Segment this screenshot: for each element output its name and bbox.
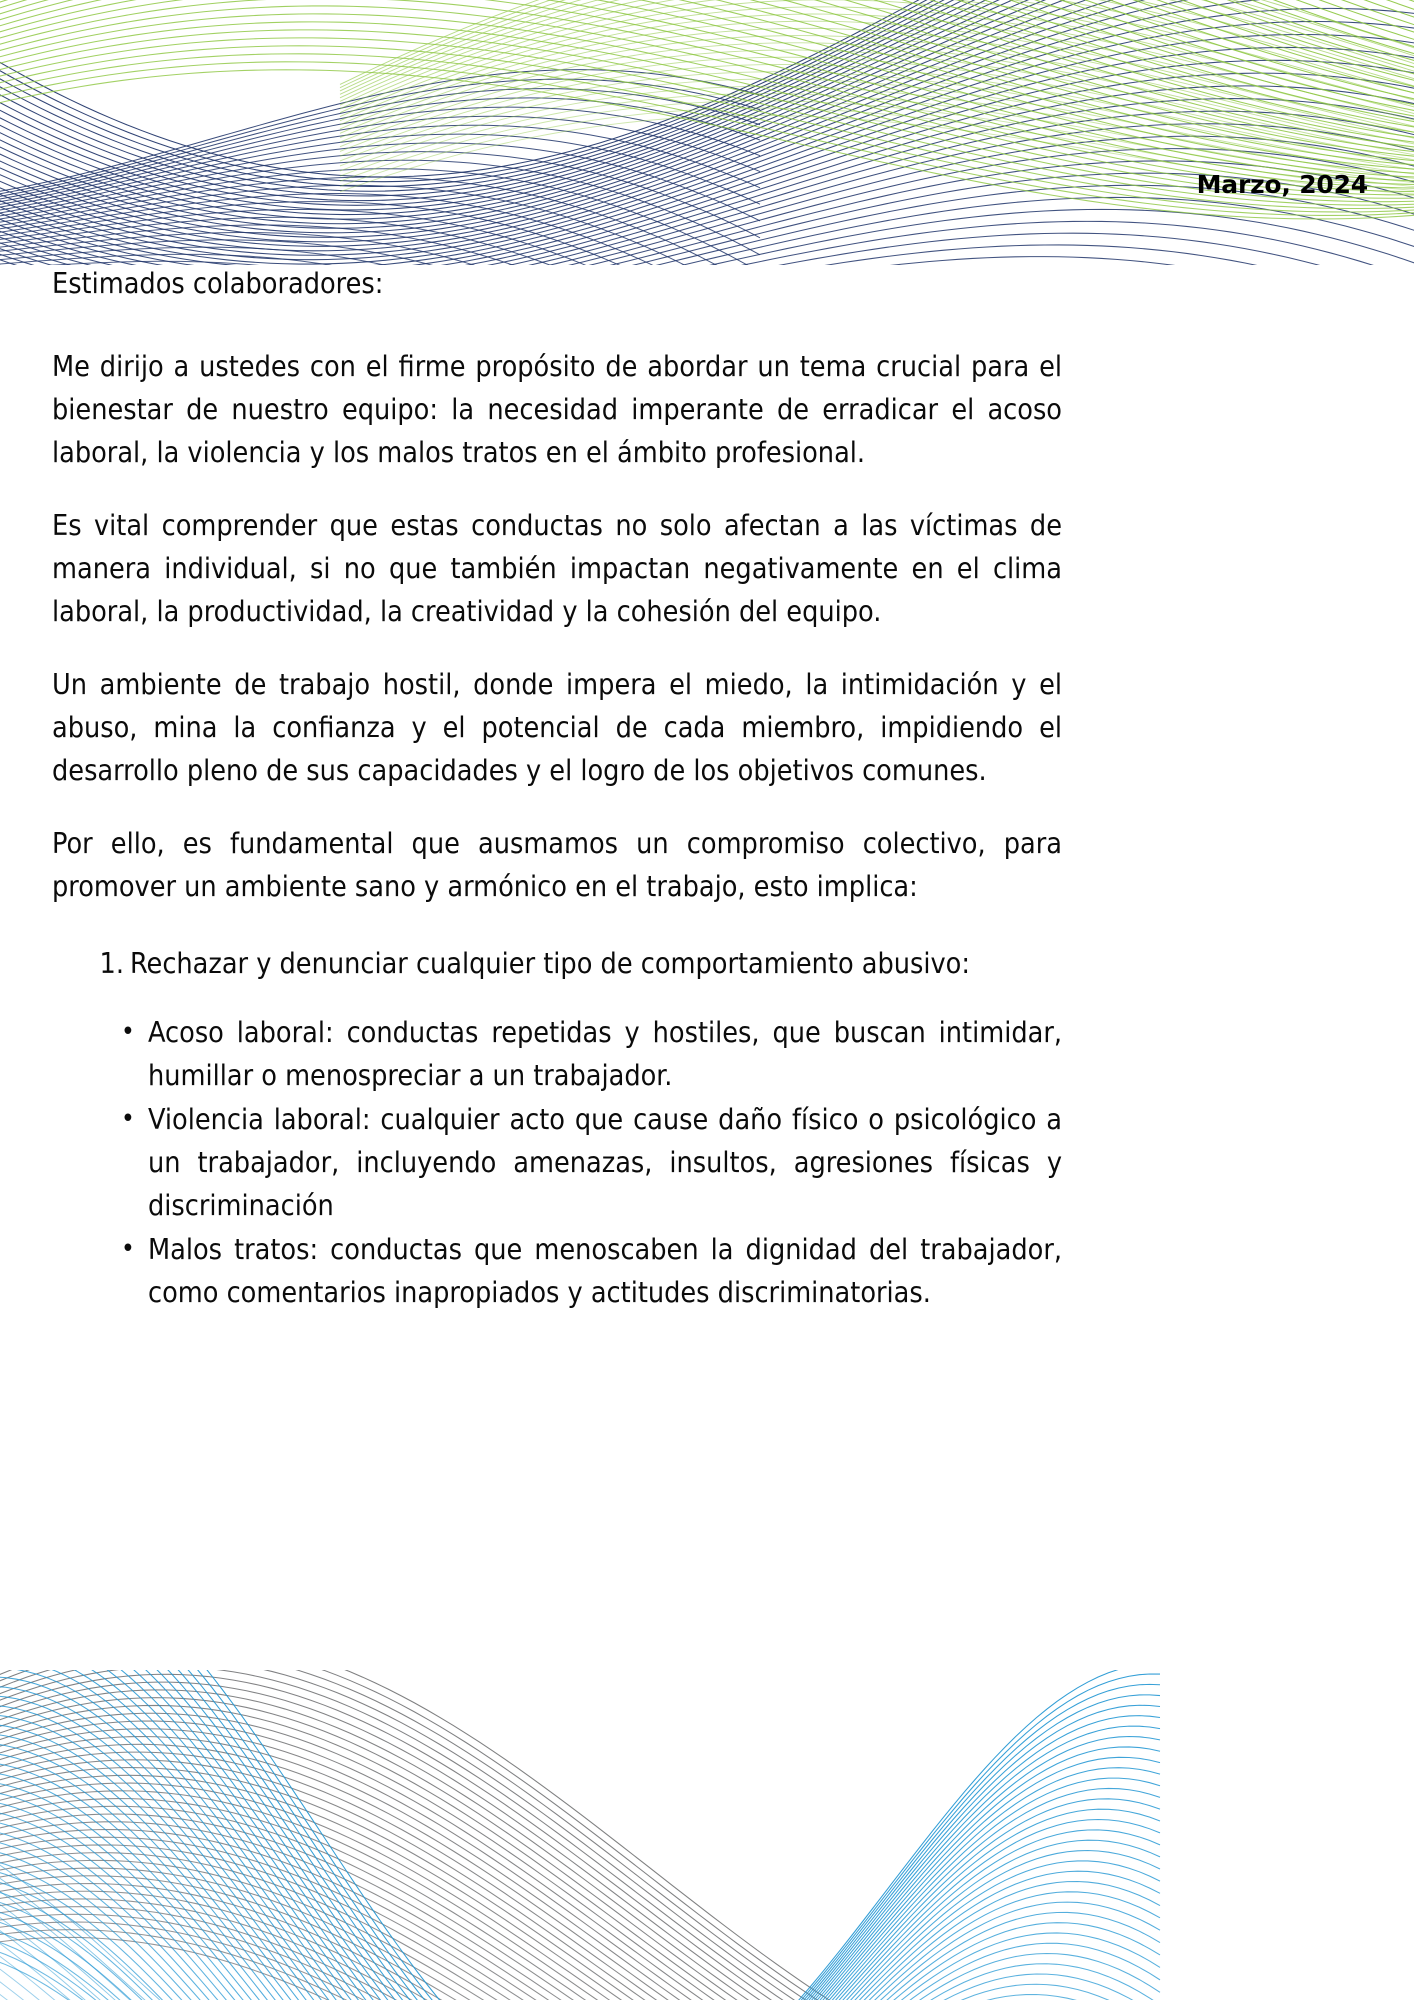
paragraph-1: Me dirijo a ustedes con el firme propósito de abordar un tema crucial para el bienestar de nuestro equipo: la necesidad imperante de erradicar el acoso laboral, la violencia y los malos tratos en el ámbito profesional. bbox=[52, 350, 1062, 469]
numbered-list-item: Rechazar y denunciar cualquier tipo de comportamiento abusivo: bbox=[130, 947, 970, 980]
bullet-item-acoso-laboral: • Acoso laboral: conductas repetidas y hostiles, que buscan intimidar, humillar o menospreciar a un trabajador. bbox=[148, 1011, 1062, 1097]
gray-wave-lines bbox=[0, 1670, 1414, 2000]
bullet-list bbox=[52, 1011, 1062, 1314]
document-body bbox=[52, 262, 1062, 1315]
document-date: Marzo, 2024 bbox=[1196, 170, 1368, 199]
bullet-item-malos-tratos: • Malos tratos: conductas que menoscaben la dignidad del trabajador, como comentarios inapropiados y actitudes discriminatorias. bbox=[148, 1228, 1062, 1314]
bottom-wave-decoration bbox=[0, 1670, 1414, 2000]
top-wave-decoration bbox=[0, 0, 1414, 265]
paragraph-3: Un ambiente de trabajo hostil, donde impera el miedo, la intimidación y el abuso, mina la confianza y el potencial de cada miembro, impidiendo el desarrollo pleno de sus capacidades y el logro de los objetivos comunes. bbox=[52, 668, 1062, 787]
blue-wave-lines bbox=[0, 1670, 1160, 2000]
paragraph-4: Por ello, es fundamental que ausmamos un compromiso colectivo, para promover un ambiente sano y armónico en el trabajo, esto implica: bbox=[52, 827, 1062, 903]
numbered-list bbox=[52, 942, 1062, 985]
bullet-item-violencia-laboral: • Violencia laboral: cualquier acto que cause daño físico o psicológico a un trabajador, incluyendo amenazas, insultos, agresiones físicas y discriminación bbox=[148, 1098, 1062, 1227]
navy-wave-lines bbox=[0, 0, 1414, 265]
salutation-line: Estimados colaboradores: bbox=[52, 267, 384, 300]
paragraph-2: Es vital comprender que estas conductas no solo afectan a las víctimas de manera individual, si no que también impactan negativamente en el clima laboral, la productividad, la creatividad y la cohesión del equipo. bbox=[52, 509, 1062, 628]
